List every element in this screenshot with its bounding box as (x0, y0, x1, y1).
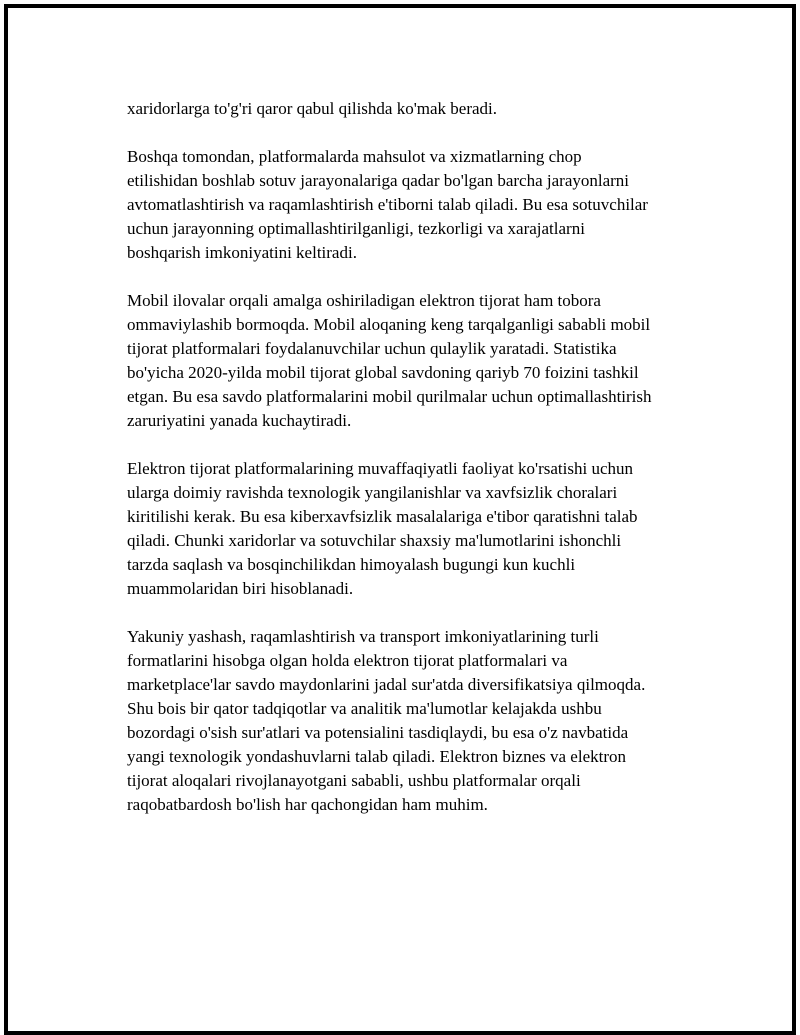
paragraph-4: Elektron tijorat platformalarining muvaffaqiyatli faoliyat ko'rsatishi uchun ularga doimiy ravishda texnologik yangilanishlar va xavfsizlik choralari kiritilishi kerak. Bu esa kiberxavfsizlik masalalariga e'tibor qaratishni talab qiladi. Chunki xaridorlar va sotuvchilar shaxsiy ma'lumotlarini ishonchli tarzda saqlash va bosqinchilikdan himoyalash bugungi kun kuchli muammolaridan biri hisoblanadi. (127, 459, 638, 598)
page-frame (4, 4, 796, 1035)
paragraph-3: Mobil ilovalar orqali amalga oshiriladigan elektron tijorat ham tobora ommaviylashib bormoqda. Mobil aloqaning keng tarqalganligi sababli mobil tijorat platformalari foydalanuvchilar uchun qulaylik yaratadi. Statistika bo'yicha 2020-yilda mobil tijorat global savdoning qariyb 70 foizini tashkil etgan. Bu esa savdo platformalarini mobil qurilmalar uchun optimallashtirish zaruriyatini yanada kuchaytiradi. (127, 291, 652, 430)
paragraph-1: xaridorlarga to'g'ri qaror qabul qilishda ko'mak beradi. (127, 99, 498, 118)
paragraph-5: Yakuniy yashash, raqamlashtirish va transport imkoniyatlarining turli formatlarini hisobga olgan holda elektron tijorat platformalari va marketplace'lar savdo maydonlarini jadal sur'atda diversifikatsiya qilmoqda. Shu bois bir qator tadqiqotlar va analitik ma'lumotlar kelajakda ushbu bozordagi o'sish sur'atlari va potensialini tasdiqlaydi, bu esa o'z navbatida yangi texnologik yondashuvlarni talab qiladi. Elektron biznes va elektron tijorat aloqalari rivojlanayotgani sababli, ushbu platformalar orqali raqobatbardosh bo'lish har qachongidan ham muhim. (127, 627, 646, 814)
document-body (127, 97, 727, 841)
paragraph-2: Boshqa tomondan, platformalarda mahsulot va xizmatlarning chop etilishidan boshlab sotuv jarayonalariga qadar bo'lgan barcha jarayonlarni avtomatlashtirish va raqamlashtirish e'tiborni talab qiladi. Bu esa sotuvchilar uchun jarayonning optimallashtirilganligi, tezkorligi va xarajatlarni boshqarish imkoniyatini keltiradi. (127, 147, 648, 262)
